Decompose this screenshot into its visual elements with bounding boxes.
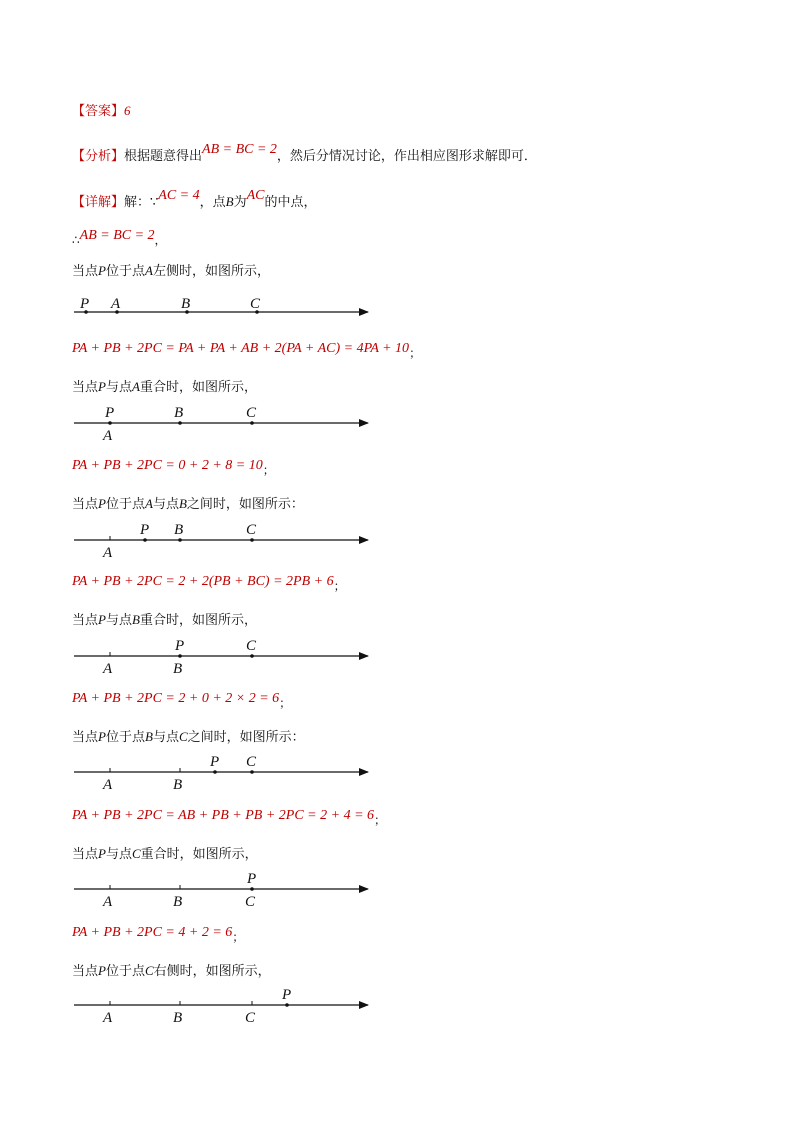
point-c-dot [250,770,254,774]
point-c-dot [250,538,254,542]
label-b: B [173,661,183,677]
label-a: A [103,777,113,793]
label-c: C [246,754,257,770]
point-pc-dot [250,887,254,891]
number-line-5 [74,754,368,793]
case-6-text: 当点P与点C重合时，如图所示， [72,846,258,862]
point-p-dot [213,770,217,774]
label-a: A [103,1010,113,1026]
analysis-text-post: ，然后分情况讨论，作出相应图形求解即可． [276,149,537,164]
label-b: B [174,405,184,421]
point-pb-dot [178,654,182,658]
number-line-7 [74,987,368,1026]
case-3-result: PA + PB + 2PC = 2 + 2(PB + BC) = 2PB + 6； [72,574,346,593]
case-5-text: 当点P位于点B与点C之间时，如图所示： [72,729,305,745]
label-p: P [80,296,90,312]
label-p: P [247,871,257,887]
label-c: C [246,638,257,654]
label-p: P [105,405,115,421]
label-b: B [173,894,183,910]
label-c: C [245,894,256,910]
label-a: A [111,296,121,312]
case-7-text: 当点P位于点C右侧时，如图所示， [72,963,271,979]
number-line-4 [74,638,368,677]
label-b: B [173,1010,183,1026]
case-2-text: 当点P与点A重合时，如图所示， [72,379,257,395]
analysis-text-pre: 根据题意得出 [124,149,203,164]
therefore-end: ， [154,233,167,247]
therefore-formula: AB = BC = 2 [79,228,155,243]
point-b-dot [178,538,182,542]
case-6-result: PA + PB + 2PC = 4 + 2 = 6； [72,925,245,944]
detail-formula-ac: AC = 4 [158,188,200,203]
number-line-1 [74,296,368,314]
case-5-result: PA + PB + 2PC = AB + PB + PB + 2PC = 2 + 4 = 6； [72,808,387,827]
case-4-result: PA + PB + 2PC = 2 + 0 + 2 × 2 = 6； [72,691,292,710]
point-pa-dot [108,421,112,425]
label-a: A [103,661,113,677]
detail-point-b: B [225,194,234,209]
detail-text-mid2: 为 [233,195,247,210]
detail-tag: 【详解】 [72,195,125,210]
label-c: C [250,296,261,312]
point-c-dot [250,654,254,658]
case-4-text: 当点P与点B重合时，如图所示， [72,612,257,628]
number-line-6 [74,871,368,910]
label-c: C [246,522,257,538]
detail-formula-ac2: AC [246,188,265,203]
label-a: A [103,428,113,444]
point-p-dot [143,538,147,542]
label-p: P [210,754,220,770]
number-line-3 [74,522,368,561]
analysis-tag: 【分析】 [72,149,125,164]
label-c: C [245,1010,256,1026]
therefore-symbol: ∴ [72,233,80,247]
case-1-text: 当点P位于点A左侧时，如图所示， [72,263,270,279]
number-line-2 [74,405,368,444]
detail-text-post: 的中点， [264,195,317,210]
case-2-result: PA + PB + 2PC = 0 + 2 + 8 = 10； [72,458,275,477]
label-c: C [246,405,257,421]
label-p: P [282,987,292,1003]
case-3-text: 当点P位于点A与点B之间时，如图所示： [72,496,304,512]
label-b: B [181,296,191,312]
answer-value: 6 [124,103,131,118]
point-p-dot [285,1003,289,1007]
label-b: B [174,522,184,538]
point-b-dot [178,421,182,425]
label-a: A [103,545,113,561]
label-p: P [175,638,185,654]
detail-text-pre: 解：∵ [124,195,159,210]
detail-text-mid1: ，点 [199,195,226,210]
label-p: P [140,522,150,538]
case-1-result: PA + PB + 2PC = PA + PA + AB + 2(PA + AC) = 4PA + 10； [72,341,422,360]
point-c-dot [250,421,254,425]
answer-tag: 【答案】 [72,104,125,119]
label-a: A [103,894,113,910]
label-b: B [173,777,183,793]
analysis-formula: AB = BC = 2 [202,142,277,157]
